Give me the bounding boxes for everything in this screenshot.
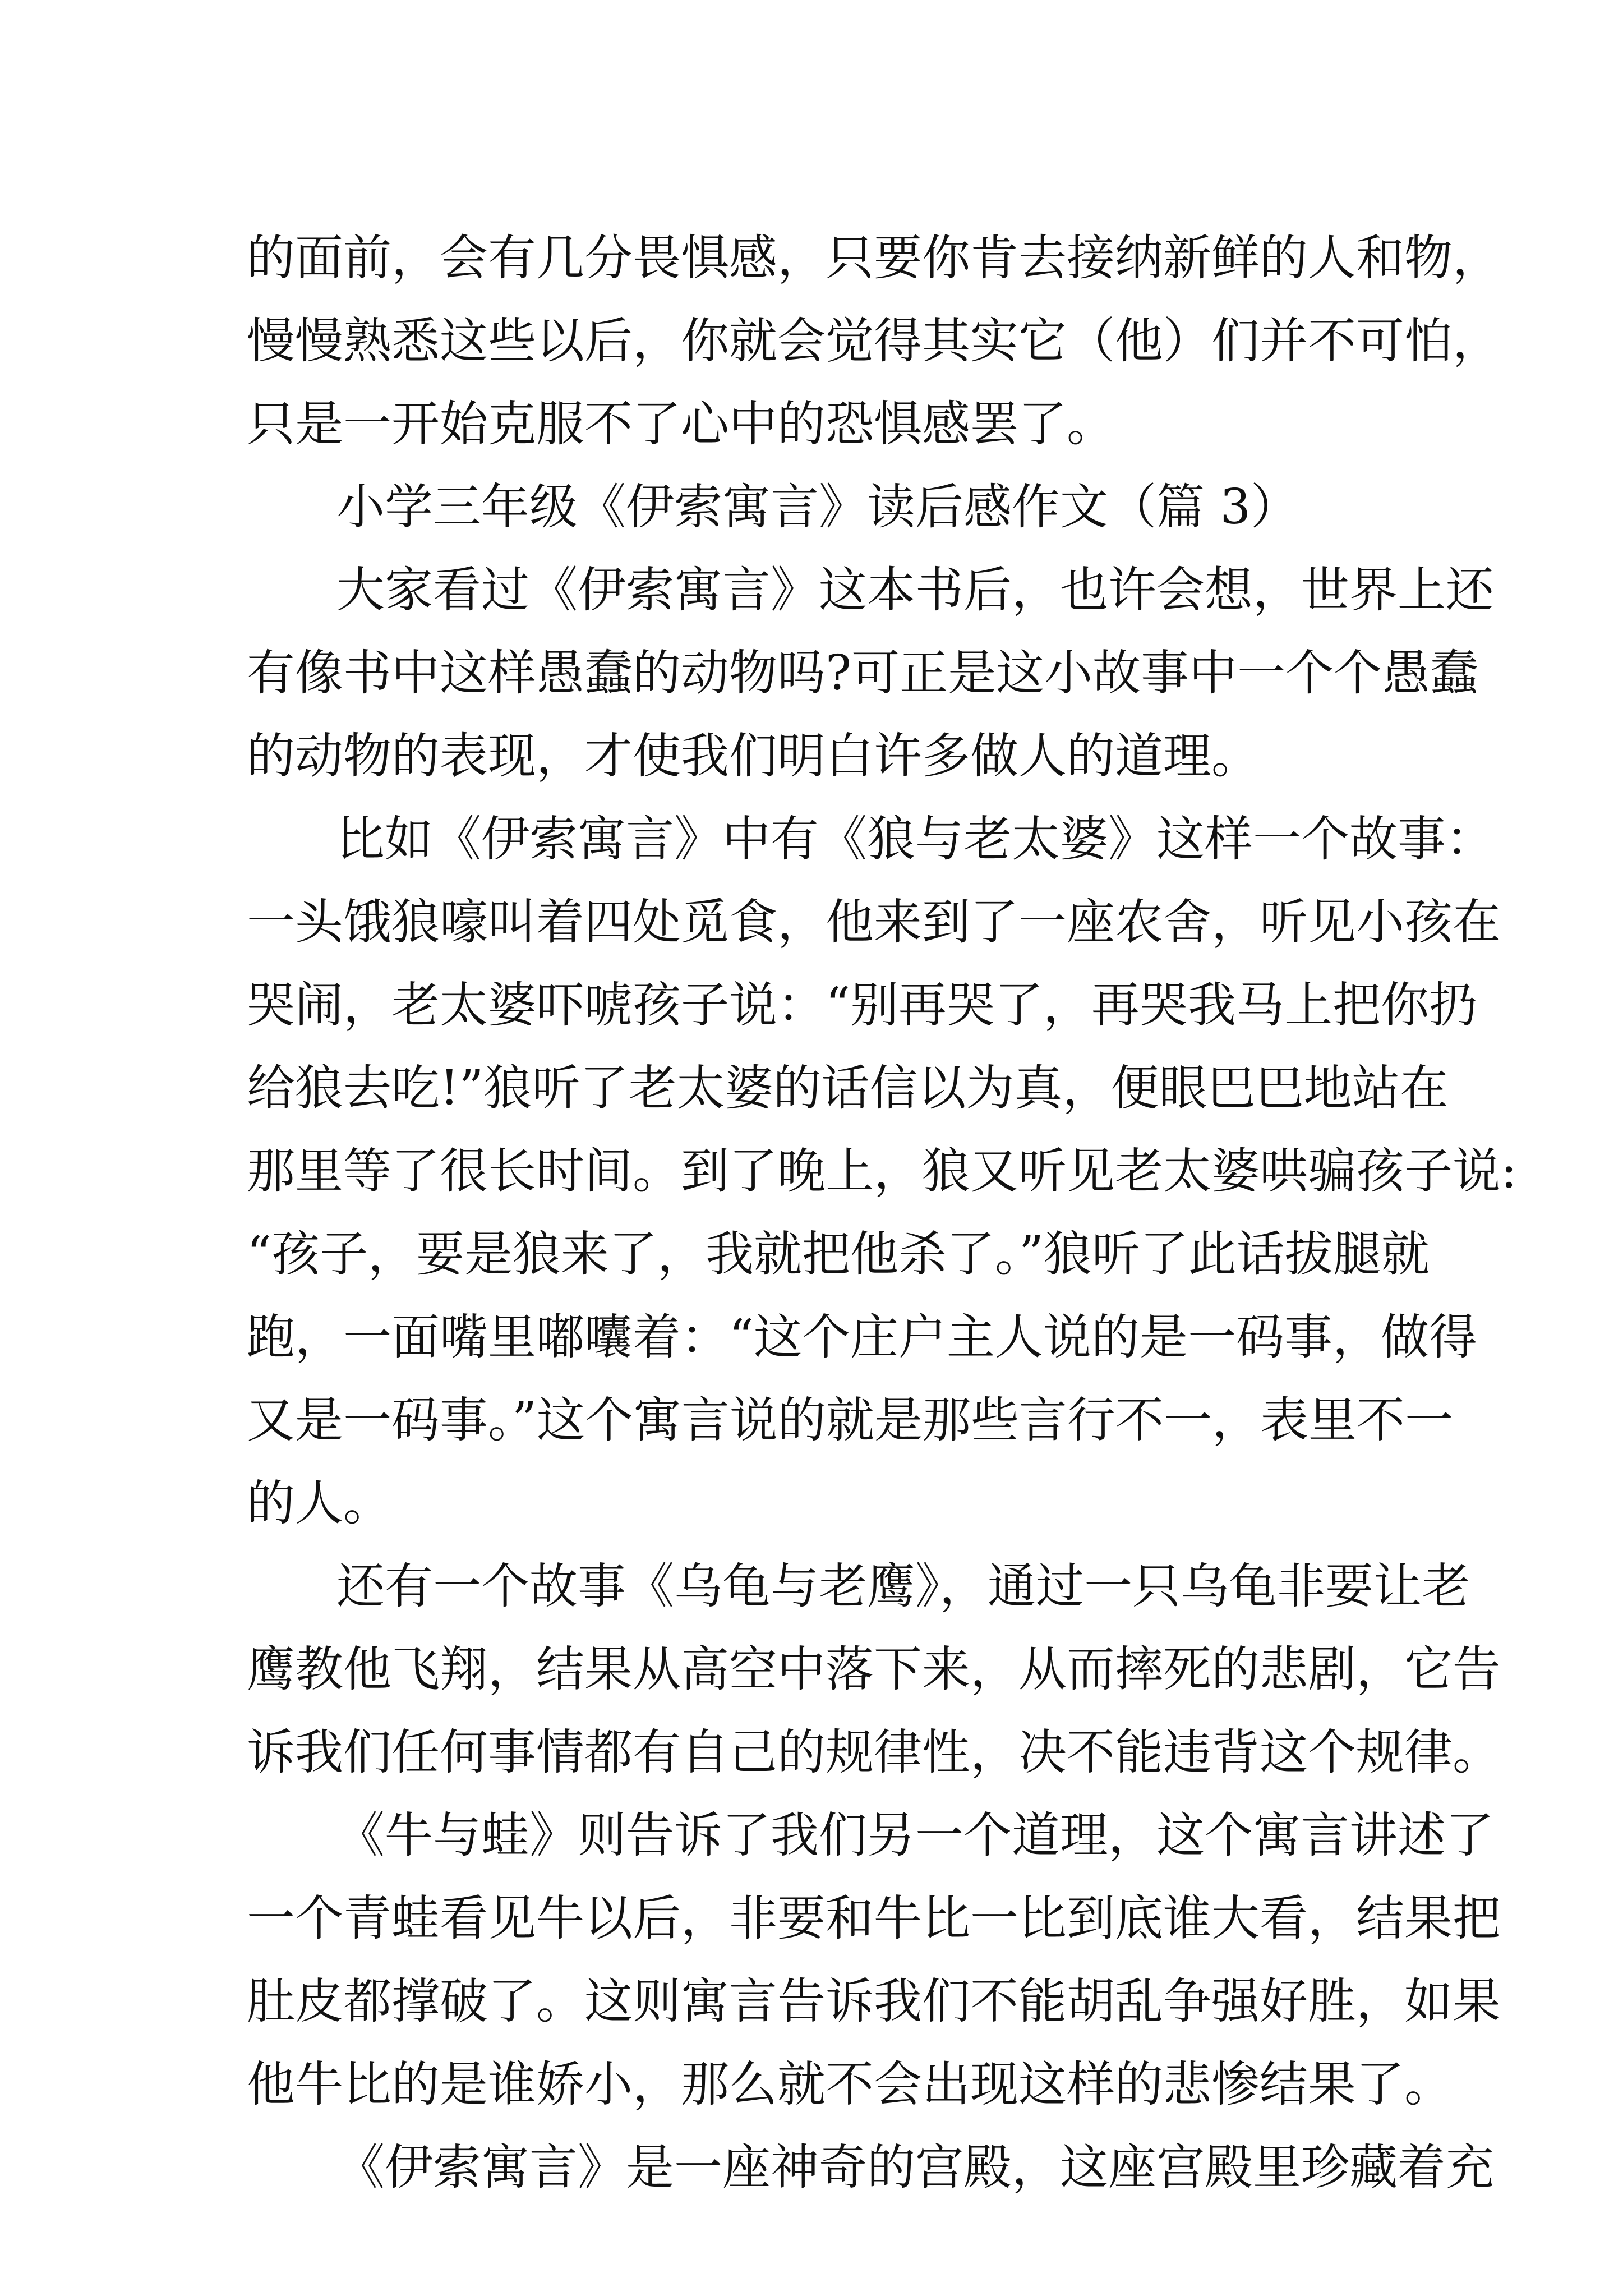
body-line: 的面前，会有几分畏惧感，只要你肯去接纳新鲜的人和物， bbox=[247, 230, 1501, 286]
body-line: 又是一码事。”这个寓言说的就是那些言行不一，表里不一 bbox=[247, 1392, 1453, 1448]
body-line: 诉我们任何事情都有自己的规律性，决不能违背这个规律。 bbox=[247, 1724, 1501, 1780]
body-line: 跑，一面嘴里嘟囔着：“这个庄户主人说的是一码事，做得 bbox=[247, 1309, 1477, 1365]
body-line: “孩子，要是狼来了，我就把他杀了。”狼听了此话拔腿就 bbox=[247, 1226, 1430, 1282]
body-line: 只是一开始克服不了心中的恐惧感罢了。 bbox=[247, 396, 1115, 452]
body-line: 一头饿狼嚎叫着四处觅食，他来到了一座农舍，听见小孩在 bbox=[247, 894, 1501, 950]
body-line: 比如《伊索寓言》中有《狼与老太婆》这样一个故事： bbox=[336, 811, 1494, 867]
body-line: 哭闹，老太婆吓唬孩子说：“别再哭了，再哭我马上把你扔 bbox=[247, 977, 1477, 1033]
section-heading: 小学三年级《伊索寓言》读后感作文（篇 3） bbox=[336, 479, 1299, 535]
body-line: 的动物的表现，才使我们明白许多做人的道理。 bbox=[247, 728, 1260, 784]
body-line: 还有一个故事《乌龟与老鹰》，通过一只乌龟非要让老 bbox=[336, 1558, 1470, 1614]
body-line: 那里等了很长时间。到了晚上，狼又听见老太婆哄骗孩子说: bbox=[247, 1143, 1517, 1199]
body-line: 《牛与蛙》则告诉了我们另一个道理，这个寓言讲述了 bbox=[336, 1807, 1494, 1864]
body-line: 大家看过《伊索寓言》这本书后，也许会想，世界上还 bbox=[336, 562, 1494, 618]
body-line: 给狼去吃!”狼听了老太婆的话信以为真，便眼巴巴地站在 bbox=[247, 1060, 1449, 1116]
body-line: 一个青蛙看见牛以后，非要和牛比一比到底谁大看，结果把 bbox=[247, 1890, 1501, 1947]
body-line: 的人。 bbox=[247, 1475, 391, 1531]
body-line: 有像书中这样愚蠢的动物吗?可正是这小故事中一个个愚蠢 bbox=[247, 645, 1479, 701]
body-line: 他牛比的是谁娇小，那么就不会出现这样的悲惨结果了。 bbox=[247, 2056, 1453, 2113]
body-line: 慢慢熟悉这些以后，你就会觉得其实它（他）们并不可怕， bbox=[247, 313, 1501, 369]
body-line: 鹰教他飞翔，结果从高空中落下来，从而摔死的悲剧，它告 bbox=[247, 1641, 1501, 1697]
body-line: 肚皮都撑破了。这则寓言告诉我们不能胡乱争强好胜，如果 bbox=[247, 1973, 1501, 2030]
body-line: 《伊索寓言》是一座神奇的宫殿，这座宫殿里珍藏着充 bbox=[336, 2139, 1494, 2196]
